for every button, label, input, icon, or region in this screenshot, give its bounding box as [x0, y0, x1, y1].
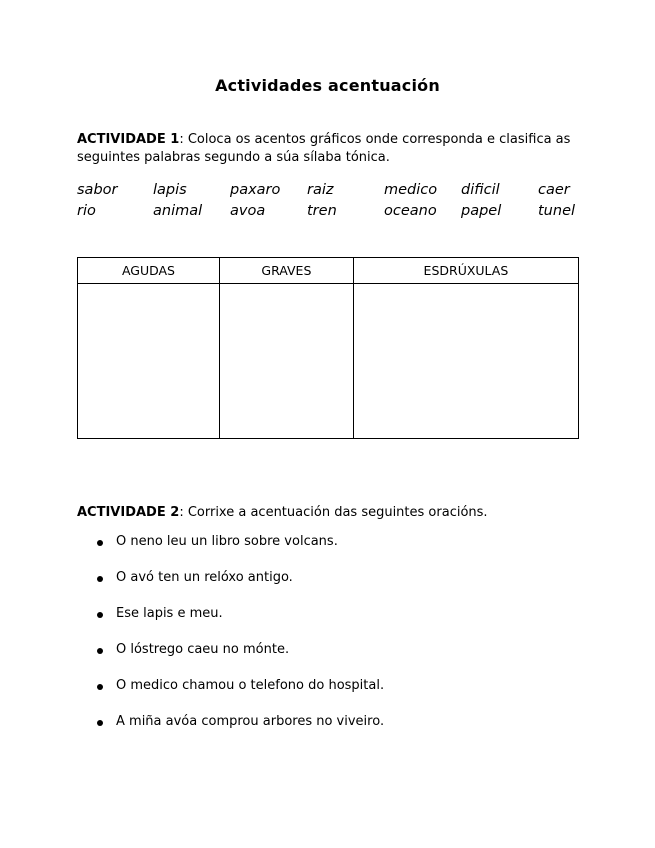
word-list: [77, 180, 583, 222]
word: papel: [461, 203, 502, 219]
sentence-text: O medico chamou o telefono do hospital.: [116, 678, 385, 693]
column-header-graves: GRAVES: [219, 258, 353, 284]
activity-2-label: ACTIVIDADE 2: [77, 505, 180, 520]
answer-cell-agudas[interactable]: [78, 284, 220, 439]
page-title: Actividades acentuación: [215, 76, 440, 95]
classification-table: [77, 257, 579, 439]
word: oceano: [384, 203, 437, 219]
word: avoa: [230, 203, 266, 219]
bullet-icon: [97, 648, 103, 654]
column-header-agudas: AGUDAS: [78, 258, 220, 284]
bullet-icon: [97, 720, 103, 726]
word: dificil: [461, 182, 500, 198]
list-item: [97, 714, 384, 750]
list-item: [97, 606, 384, 642]
list-item: [97, 570, 384, 606]
activity-2-heading: [77, 504, 583, 522]
word: tunel: [538, 203, 576, 219]
column-header-esdruxulas: ESDRÚXULAS: [353, 258, 578, 284]
list-item: [97, 534, 384, 570]
sentence-text: O lóstrego caeu no mónte.: [116, 642, 290, 657]
activity-1-heading: [77, 131, 583, 167]
table-row: [78, 284, 579, 439]
word: animal: [153, 203, 203, 219]
word: raiz: [307, 182, 334, 198]
list-item: [97, 678, 384, 714]
word-row-2: [77, 201, 583, 222]
answer-cell-esdruxulas[interactable]: [353, 284, 578, 439]
sentence-list: [97, 534, 384, 750]
word: sabor: [77, 182, 118, 198]
bullet-icon: [97, 576, 103, 582]
activity-1-label: ACTIVIDADE 1: [77, 132, 180, 147]
bullet-icon: [97, 612, 103, 618]
sentence-text: Ese lapis e meu.: [116, 606, 223, 621]
word: paxaro: [230, 182, 281, 198]
word: medico: [384, 182, 438, 198]
activity-2-instructions: : Corrixe a acentuación das seguintes oracións.: [179, 505, 488, 520]
activity-1-instructions: : Coloca os acentos gráficos onde corresponda e clasifica as seguintes palabras segundo a súa sílaba tónica.: [77, 132, 571, 165]
bullet-icon: [97, 540, 103, 546]
bullet-icon: [97, 684, 103, 690]
sentence-text: O neno leu un libro sobre volcans.: [116, 534, 338, 549]
word-row-1: [77, 180, 583, 201]
sentence-text: O avó ten un relóxo antigo.: [116, 570, 293, 585]
table-header-row: [78, 258, 579, 284]
list-item: [97, 642, 384, 678]
word: lapis: [153, 182, 187, 198]
answer-cell-graves[interactable]: [219, 284, 353, 439]
word: caer: [538, 182, 570, 198]
word: tren: [307, 203, 337, 219]
word: rio: [77, 203, 96, 219]
sentence-text: A miña avóa comprou arbores no viveiro.: [116, 714, 385, 729]
